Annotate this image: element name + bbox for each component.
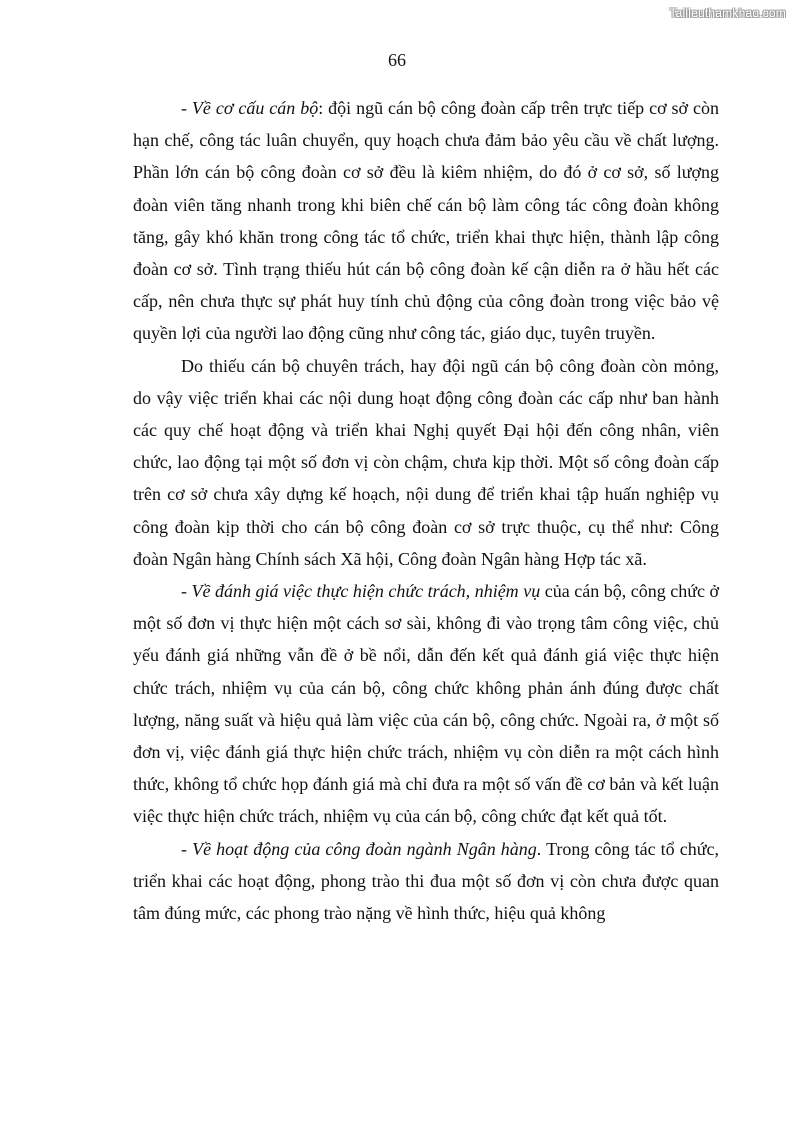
paragraph-text: : đội ngũ cán bộ công đoàn cấp trên trực tiếp cơ sở còn hạn chế, công tác luân chuyển, quy hoạch chưa đảm bảo yêu cầu về chất lượng. Phần lớn cán bộ công đoàn cơ sở đều là kiêm nhiệm, do đó ở cơ sở, số lượng đoàn viên tăng nhanh trong khi biên chế cán bộ làm công tác công đoàn không tăng, gây khó khăn trong công tác tổ chức, triển khai thực hiện, thành lập công đoàn cơ sở. Tình trạng thiếu hút cán bộ công đoàn kế cận diễn ra ở hầu hết các cấp, nên chưa thực sự phát huy tính chủ động của công đoàn trong việc bảo vệ quyền lợi của người lao động cũng như công tác, giáo dục, tuyên truyền. (133, 98, 719, 344)
paragraph-text: của cán bộ, công chức ở một số đơn vị thực hiện một cách sơ sài, không đi vào trọng tâm công việc, chủ yếu đánh giá những vẫn đề ở bề nổi, dẫn đến kết quả đánh giá việc thực hiện chức trách, nhiệm vụ của cán bộ, công chức không phản ánh đúng được chất lượng, năng suất và hiệu quả làm việc của cán bộ, công chức. Ngoài ra, ở một số đơn vị, việc đánh giá thực hiện chức trách, nhiệm vụ còn diễn ra một cách hình thức, không tổ chức họp đánh giá mà chỉ đưa ra một số vấn đề cơ bản và kết luận việc thực hiện chức trách, nhiệm vụ của cán bộ, công chức đạt kết quả tốt. (133, 581, 720, 827)
paragraph-can-bo-structure (133, 92, 719, 350)
paragraph-lead: - Về cơ cấu cán bộ (181, 98, 319, 118)
paragraph-lead: - Về đánh giá việc thực hiện chức trách, nhiệm vụ (181, 581, 541, 602)
page-number: 66 (388, 50, 406, 70)
paragraph-duty-evaluation (133, 575, 719, 833)
paragraph-union-activities (133, 833, 719, 930)
paragraph-staff-shortage (133, 350, 719, 575)
paragraph-lead: - Về hoạt động của công đoàn ngành Ngân hàng (181, 838, 537, 859)
paragraph-text: Do thiếu cán bộ chuyên trách, hay đội ngũ cán bộ công đoàn còn mỏng, do vậy việc triển khai các nội dung hoạt động công đoàn các cấp như ban hành các quy chế hoạt động và triển khai Nghị quyết Đại hội đến công nhân, viên chức, lao động tại một số đơn vị còn chậm, chưa kịp thời. Một số công đoàn cấp trên cơ sở chưa xây dựng kế hoạch, nội dung để triển khai tập huấn nghiệp vụ công đoàn kịp thời cho cán bộ công đoàn cơ sở trực thuộc, cụ thể như: Công đoàn Ngân hàng Chính sách Xã hội, Công đoàn Ngân hàng Hợp tác xã. (133, 355, 719, 569)
watermark: Tailieuthamkhao.com (669, 6, 786, 20)
document-body (133, 92, 719, 929)
paragraph-text: . Trong công tác tổ chức, triển khai các hoạt động, phong trào thi đua một số đơn vị còn chưa được quan tâm đúng mức, các phong trào nặng về hình thức, hiệu quả không (133, 838, 719, 924)
